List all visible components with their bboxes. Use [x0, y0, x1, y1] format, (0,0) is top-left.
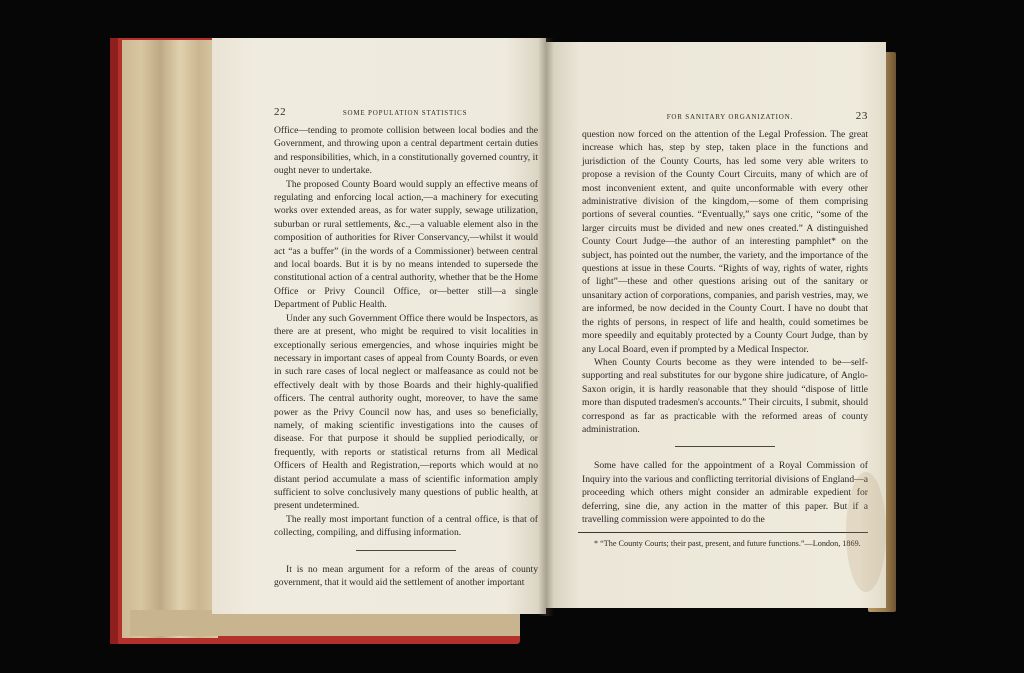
book-gutter: [538, 38, 554, 616]
footnote: * “The County Courts; their past, present, and future functions.”—London, 1869.: [594, 539, 861, 549]
paragraph: Some have called for the appointment of a Royal Commission of Inquiry into the various and conflicting territorial divisions of England—a proceeding which others might consider an admirable expedient for deferring, sine die, any action in the matter of this paper. But if a travelling commission were appointed to do the: [582, 460, 868, 525]
footnote-rule: [578, 532, 868, 533]
left-running-title: SOME POPULATION STATISTICS: [342, 109, 468, 117]
right-page: [546, 42, 886, 608]
book-cover-edge: [110, 38, 118, 644]
page-edges-stack: [122, 40, 218, 638]
page-stain: [846, 472, 886, 592]
left-running-head: [274, 106, 538, 118]
left-page-number: 22: [274, 106, 287, 118]
paragraph: question now forced on the attention of the Legal Profession. The great increase which has, step by step, taken place in the functions and jurisdiction of the County Courts, has led some very able writers to propose a revision of the County Court Circuits, many of which are of most inconvenient extent, and quite unconformable with every other administrative division of the kingdom,—some of them comprising portions of several counties. “Eventually,” says one critic, “some of the larger circuits must be divided and new ones created.” A distinguished County Court Judge—the author of an interesting pamphlet* on the subject, has pointed out the number, the variety, and the importance of the questions at issue in these Courts. “Rights of way, rights of water, rights of light”—these and other questions arising out of the sanitary or unsanitary action of corporations, companies, and parish vestries, may, we are informed, be now decided in the County Court. I have no doubt that the rights of persons, in respect of life and health, could sometimes be more speedily and equitably protected by a County Court Judge, than by any Local Board, even if prompted by a Medical Inspector.: [582, 129, 868, 355]
paragraph: When County Courts become as they were intended to be—self-supporting and real substitutes for our bygone shire judicature, of Anglo-Saxon origin, it is hardly reasonable that they should “dispose of little more than disputed tradesmen's accounts.” Their circuits, I submit, should correspond as far as practicable with the reformed areas of county administration.: [582, 356, 868, 435]
right-running-title: FOR SANITARY ORGANIZATION.: [666, 113, 794, 121]
right-running-head: [590, 110, 868, 122]
right-page-text: [582, 128, 868, 549]
paragraph: It is no mean argument for a reform of the areas of county government, that it would aid the settlement of another important: [274, 563, 538, 588]
paragraph: The proposed County Board would supply an effective means of regulating and enforcing local action,—a machinery for executing works over extended areas, as for water supply, sewage utilization, suburban or rural settlements, &c.,—a valuable element also in the composition of authorities for River Conservancy,—whilst it would act “as a buffer” (in the words of a Commissioner) between central and local boards. But it is by no means intended to supersede the constitutional action of a central authority, whether that be the Home Office or Privy Council Office, or—better still—a single Department of Public Health.: [274, 178, 538, 311]
left-page-text: [274, 124, 538, 589]
right-page-number: 23: [855, 110, 868, 122]
section-rule: [356, 550, 456, 551]
left-page: [212, 38, 546, 614]
paragraph: Under any such Government Office there would be Inspectors, as there are at present, who might be required to visit localities in exceptionally serious emergencies, and whose inquiries might be necessary in important cases of appeal from County Boards, or even in such rare cases of local neglect or malfeasance as could not be effectively dealt with by those Boards and their highly-qualified officers. The central authority ought, moreover, to have the same power as the Privy Council now has, and uses so beneficially, namely, of making scientific investigations into the causes of disease. For that purpose it should be supplied periodically, or frequently, with reports or statistical returns from all Medical Officers of Health and Registration,—reports which would at no distant period accumulate a mass of scientific information amply sufficient to solve conclusively many questions of public health, at present undetermined.: [274, 312, 538, 512]
paragraph: The really most important function of a central office, is that of collecting, compiling, and diffusing information.: [274, 513, 538, 539]
section-rule: [675, 446, 775, 447]
paragraph: Office—tending to promote collision between local bodies and the Government, and throwing upon a central department certain duties and responsibilities, which, in a constitutionally governed country, it ought never to undertake.: [274, 125, 538, 177]
